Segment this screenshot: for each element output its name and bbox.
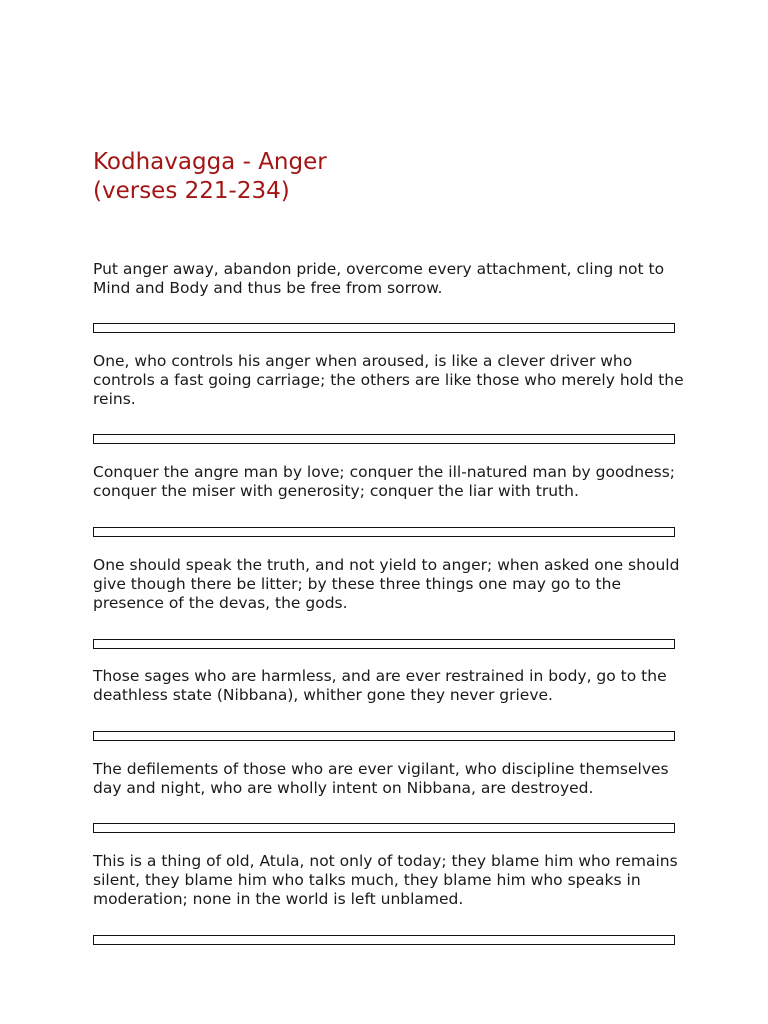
verse-paragraph: Conquer the angre man by love; conquer the ill-natured man by goodness; conquer the miser with generosity; conquer the liar with truth. bbox=[93, 463, 676, 500]
verse-paragraph: One should speak the truth, and not yield to anger; when asked one should give though there be litter; by these three things one may go to the presence of the devas, the gods. bbox=[93, 556, 680, 612]
verse-separator-box bbox=[93, 434, 675, 444]
verse-paragraph: One, who controls his anger when aroused, is like a clever driver who controls a fast going carriage; the others are like those who merely hold the reins. bbox=[93, 352, 684, 408]
verse-separator-box bbox=[93, 639, 675, 649]
verse-paragraph: This is a thing of old, Atula, not only of today; they blame him who remains silent, they blame him who talks much, they blame him who speaks in moderation; none in the world is left unblamed. bbox=[93, 852, 678, 908]
title-line-2: (verses 221-234) bbox=[93, 178, 290, 204]
verse-separator-box bbox=[93, 323, 675, 333]
verse-paragraph: The defilements of those who are ever vigilant, who discipline themselves day and night, who are wholly intent on Nibbana, are destroyed. bbox=[93, 760, 669, 797]
verse-separator-box bbox=[93, 731, 675, 741]
verse-separator-box bbox=[93, 935, 675, 945]
title-line-1: Kodhavagga - Anger bbox=[93, 149, 327, 175]
page-title bbox=[93, 148, 693, 206]
verse-paragraph: Put anger away, abandon pride, overcome every attachment, cling not to Mind and Body and thus be free from sorrow. bbox=[93, 260, 665, 297]
verse-separator-box bbox=[93, 527, 675, 537]
verse-separator-box bbox=[93, 823, 675, 833]
verse-paragraph: Those sages who are harmless, and are ever restrained in body, go to the deathless state (Nibbana), whither gone they never grieve. bbox=[93, 667, 667, 704]
